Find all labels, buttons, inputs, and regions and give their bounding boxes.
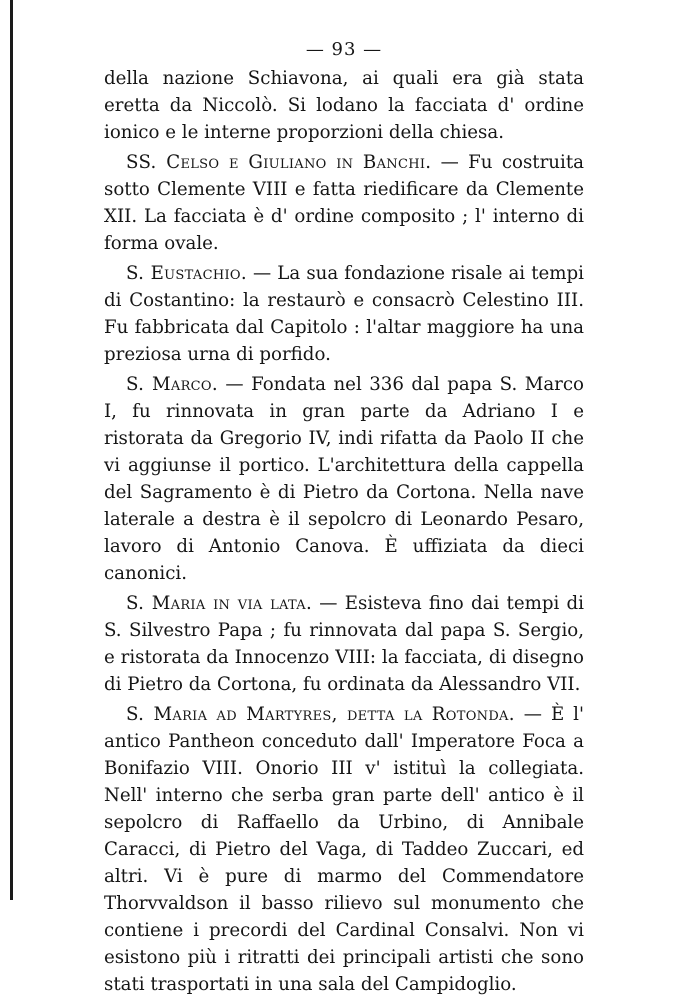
entry-text: — Fu costruita sotto Clemente VIII e fatta riedificare da Clemente XII. La facciata è d' ordine composito ; l' interno di forma ovale. bbox=[104, 152, 584, 254]
entry-heading: SS. Celso e Giuliano in Banchi. bbox=[126, 152, 432, 173]
entry-heading: S. Maria ad Martyres, detta la Rotonda. bbox=[126, 704, 515, 725]
page-number: — 93 — bbox=[305, 39, 383, 60]
entry-santa-maria-in-via-lata bbox=[104, 590, 584, 698]
paragraph-text: della nazione Schiavona, ai quali era già stata eretta da Niccolò. Si lodano la facciata d' ordine ionico e le interne proporzioni della chiesa. bbox=[104, 68, 584, 143]
entry-santa-maria-ad-martyres bbox=[104, 701, 584, 998]
entry-santi-celso-giuliano bbox=[104, 149, 584, 257]
entry-san-marco bbox=[104, 371, 584, 587]
book-page bbox=[104, 36, 584, 1001]
entry-text: — Esisteva fino dai tempi di S. Silvestro Papa ; fu rinnovata dal papa S. Sergio, e ristorata da Innocenzo VIII: la facciata, di disegno di Pietro da Cortona, fu ordinata da Alessandro VII. bbox=[104, 593, 584, 695]
entry-text: — Fondata nel 336 dal papa S. Marco I, fu rinnovata in gran parte da Adriano I e ristorata da Gregorio IV, indi rifatta da Paolo II che vi aggiunse il portico. L'architettura della cappella del Sagramento è di Pietro da Cortona. Nella nave laterale a destra è il sepolcro di Leonardo Pesaro, lavoro di Antonio Canova. È uffiziata da dieci canonici. bbox=[104, 374, 584, 584]
entry-sant-eustachio bbox=[104, 260, 584, 368]
entry-text: — È l' antico Pantheon conceduto dall' Imperatore Foca a Bonifazio VIII. Onorio III v' istituì la collegiata. Nell' interno che serba gran parte dell' antico è il sepolcro di Raffaello da Urbino, di Annibale Caracci, di Pietro del Vaga, di Taddeo Zuccari, ed altri. Vi è pure di marmo del Commendatore Thorvvaldson il basso rilievo sul monumento che contiene i precordi del Cardinal Consalvi. Non vi esistono più i ritratti dei principali artisti che sono stati trasportati in una sala del Campidoglio. bbox=[104, 704, 584, 995]
entry-heading: S. Maria in via lata. bbox=[126, 593, 313, 614]
entry-heading: S. Eustachio. bbox=[126, 263, 247, 284]
paragraph-continuation bbox=[104, 65, 584, 146]
page-edge-border bbox=[10, 0, 13, 900]
entry-heading: S. Marco. bbox=[126, 374, 218, 395]
entry-text: — La sua fondazione risale ai tempi di Costantino: la restaurò e consacrò Celestino III. Fu fabbricata dal Capitolo : l'altar maggiore ha una preziosa urna di porfido. bbox=[104, 263, 584, 365]
